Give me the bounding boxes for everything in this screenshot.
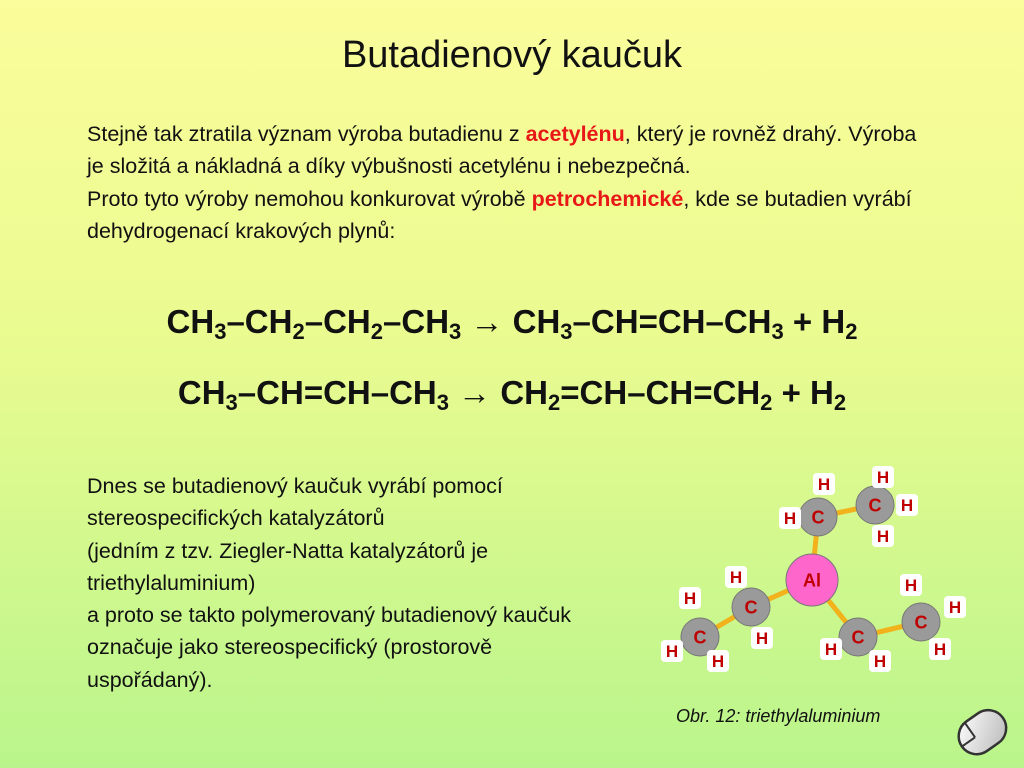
carbon-atom	[799, 498, 837, 536]
equation-2: $CH_3-CH=CH-CH_3 \to CH_2=CH-CH=CH_2 + H_2$	[177, 374, 847, 415]
svg-text:H: H	[683, 589, 697, 609]
carbon-atom	[839, 618, 877, 656]
intro-line-1: Stejně tak ztratila význam výroba butadienu z acetylénu, který je rovněž drahý. Výroba je složitá a nákladná a díky výbušnosti acetylénu i nebezpečná.	[87, 122, 917, 179]
catalyst-line-3: a proto se takto polymerovaný butadienový kaučuk označuje jako stereospecifický (prostorově uspořádaný).	[87, 603, 572, 692]
svg-text:H: H	[665, 642, 679, 662]
hydrogen-atom	[725, 566, 747, 588]
svg-text:H: H	[904, 576, 918, 596]
hydrogen-atom	[929, 638, 951, 660]
svg-text:H: H	[873, 652, 887, 672]
page-title: Butadienový kaučuk	[341, 34, 683, 76]
hydrogen-atom	[707, 650, 729, 672]
svg-text:H: H	[900, 496, 914, 516]
figure-caption: Obr. 12: triethylaluminium	[676, 706, 881, 726]
svg-text:H: H	[755, 629, 769, 649]
svg-text:H: H	[729, 568, 743, 588]
svg-text:C: C	[851, 627, 865, 648]
atoms	[661, 466, 966, 672]
equation-1: $CH_3-CH_2-CH_2-CH_3 \to CH_3-CH=CH-CH_3 + H_2$	[166, 303, 858, 344]
svg-text:Al: Al	[803, 570, 821, 591]
svg-text:H: H	[783, 509, 797, 529]
svg-text:C: C	[811, 507, 825, 528]
triethylaluminium-diagram	[640, 455, 970, 695]
svg-text:C: C	[693, 627, 707, 648]
hydrogen-atom	[900, 574, 922, 596]
hydrogen-atom	[872, 525, 894, 547]
carbon-atom	[902, 603, 940, 641]
svg-text:H: H	[817, 475, 831, 495]
carbon-atom	[732, 588, 770, 626]
catalyst-paragraph	[87, 470, 617, 696]
svg-text:H: H	[948, 598, 962, 618]
svg-text:H: H	[933, 640, 947, 660]
hydrogen-atom	[820, 638, 842, 660]
intro-line-2: Proto tyto výroby nemohou konkurovat výrobě petrochemické, kde se butadien vyrábí dehydrogenací krakových plynů:	[87, 186, 912, 243]
highlight-petrochemical: petrochemické	[531, 186, 684, 211]
svg-text:C: C	[914, 612, 928, 633]
hydrogen-atom	[679, 587, 701, 609]
svg-text:C: C	[744, 597, 758, 618]
mouse-icon[interactable]	[944, 702, 1022, 764]
hydrogen-atom	[779, 507, 801, 529]
carbon-atom	[856, 486, 894, 524]
hydrogen-atom	[944, 596, 966, 618]
catalyst-line-1: Dnes se butadienový kaučuk vyrábí pomocí stereospecifických katalyzátorů	[87, 474, 503, 531]
hydrogen-atom	[896, 494, 918, 516]
hydrogen-atom	[751, 627, 773, 649]
catalyst-line-2: (jedním z tzv. Ziegler-Natta katalyzátorů je triethylaluminium)	[87, 538, 489, 595]
aluminium-atom	[786, 554, 838, 606]
svg-text:H: H	[876, 468, 890, 488]
svg-text:H: H	[711, 652, 725, 672]
intro-paragraph	[87, 118, 937, 247]
hydrogen-atom	[869, 650, 891, 672]
highlight-acetylene: acetylénu	[525, 122, 625, 146]
hydrogen-atom	[872, 466, 894, 488]
svg-text:C: C	[868, 495, 882, 516]
svg-text:H: H	[824, 640, 838, 660]
hydrogen-atom	[661, 640, 683, 662]
svg-text:H: H	[876, 527, 890, 547]
hydrogen-atom	[813, 473, 835, 495]
